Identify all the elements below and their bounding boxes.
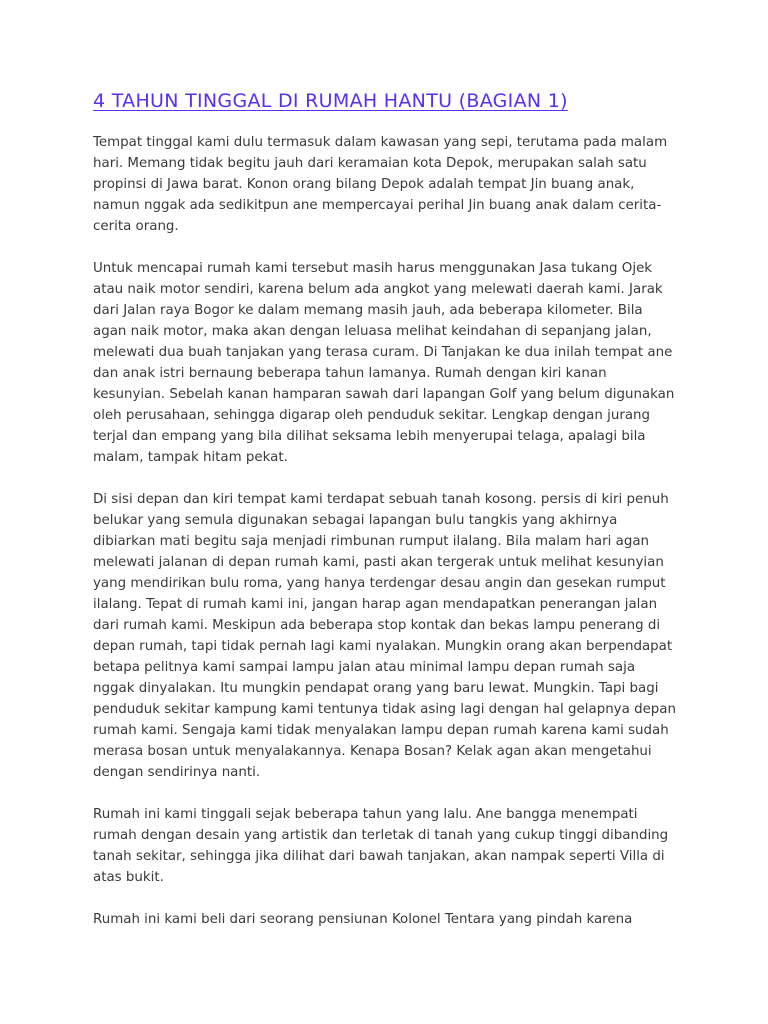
title-link[interactable]: 4 TAHUN TINGGAL DI RUMAH HANTU (BAGIAN 1): [93, 90, 568, 112]
paragraph-4: Rumah ini kami tinggali sejak beberapa tahun yang lalu. Ane bangga menempati rumah dengan desain yang artistik dan terletak di tanah yang cukup tinggi dibanding tanah sekitar, sehingga jika dilihat dari bawah tanjakan, akan nampak seperti Villa di atas bukit.: [93, 807, 669, 885]
paragraph-2: Untuk mencapai rumah kami tersebut masih harus menggunakan Jasa tukang Ojek atau naik motor sendiri, karena belum ada angkot yang melewati daerah kami. Jarak dari Jalan raya Bogor ke dalam memang masih jauh, ada beberapa kilometer. Bila agan naik motor, maka akan dengan leluasa melihat keindahan di sepanjang jalan, melewati dua buah tanjakan yang terasa curam. Di Tanjakan ke dua inilah tempat ane dan anak istri bernaung beberapa tahun lamanya. Rumah dengan kiri kanan kesunyian. Sebelah kanan hamparan sawah dari lapangan Golf yang belum digunakan oleh perusahaan, sehingga digarap oleh penduduk sekitar. Lengkap dengan jurang terjal dan empang yang bila dilihat seksama lebih menyerupai telaga, apalagi bila malam, tampak hitam pekat.: [93, 261, 675, 465]
paragraph-1: Tempat tinggal kami dulu termasuk dalam kawasan yang sepi, terutama pada malam hari. Memang tidak begitu jauh dari keramaian kota Depok, merupakan salah satu propinsi di Jawa barat. Konon orang bilang Depok adalah tempat Jin buang anak, namun nggak ada sedikitpun ane mempercayai perihal Jin buang anak dalam cerita-cerita orang.: [93, 135, 668, 234]
paragraph-3: Di sisi depan dan kiri tempat kami terdapat sebuah tanah kosong. persis di kiri penuh belukar yang semula digunakan sebagai lapangan bulu tangkis yang akhirnya dibiarkan mati begitu saja menjadi rimbunan rumput ilalang. Bila malam hari agan melewati jalanan di depan rumah kami, pasti akan tergerak untuk melihat kesunyian yang mendirikan bulu roma, yang hanya terdengar desau angin dan gesekan rumput ilalang. Tepat di rumah kami ini, jangan harap agan mendapatkan penerangan jalan dari rumah kami. Meskipun ada beberapa stop kontak dan bekas lampu penerang di depan rumah, tapi tidak pernah lagi kami nyalakan. Mungkin orang akan berpendapat betapa pelitnya kami sampai lampu jalan atau minimal lampu depan rumah saja nggak dinyalakan. Itu mungkin pendapat orang yang baru lewat. Mungkin. Tapi bagi penduduk sekitar kampung kami tentunya tidak asing lagi dengan hal gelapnya depan rumah kami. Sengaja kami tidak menyalakan lampu depan rumah karena kami sudah merasa bosan untuk menyalakannya. Kenapa Bosan? Kelak agan akan mengetahui dengan sendirinya nanti.: [93, 492, 676, 780]
paragraph-5: Rumah ini kami beli dari seorang pensiunan Kolonel Tentara yang pindah karena: [93, 912, 633, 927]
document-title: [93, 86, 678, 116]
